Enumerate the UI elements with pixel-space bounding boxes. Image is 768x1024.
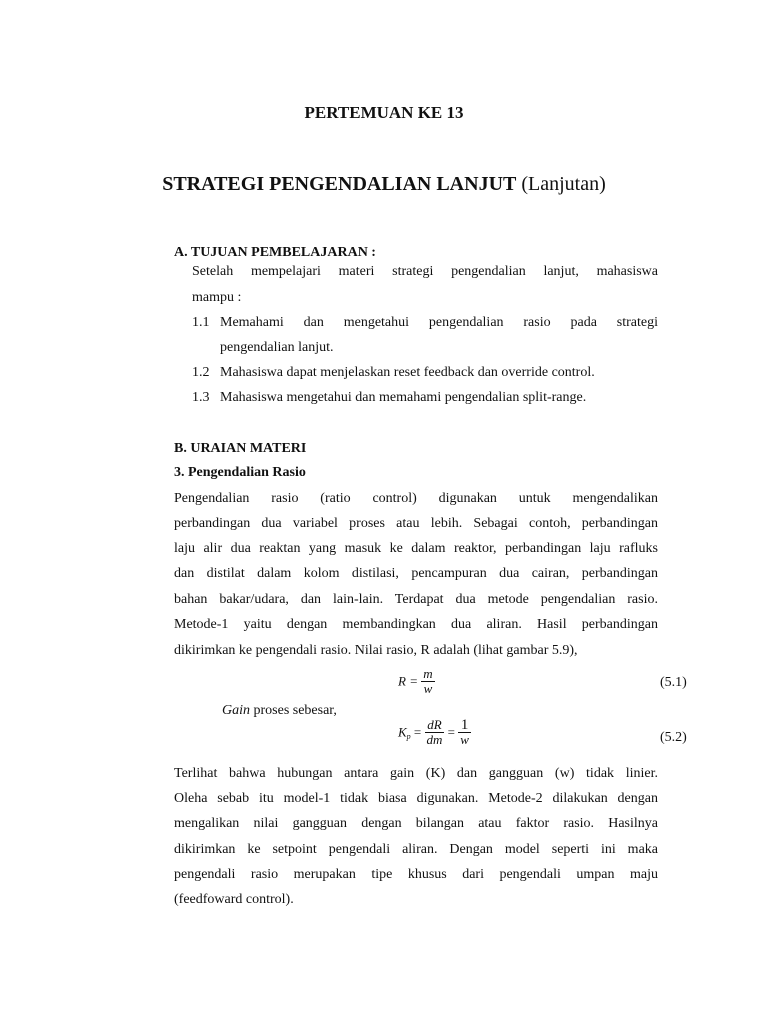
eq2-k: K <box>398 724 407 740</box>
section-a-heading: A. TUJUAN PEMBELAJARAN : <box>174 245 376 260</box>
paragraph-line: pengendali rasio merupakan tipe khusus dari pengendali umpan maju <box>174 867 658 882</box>
paragraph-line: Pengendalian rasio (ratio control) digunakan untuk mengendalikan <box>174 491 658 506</box>
equation-5-2 <box>398 718 471 747</box>
objective-number: 1.1 <box>192 315 210 330</box>
meeting-heading: PERTEMUAN KE 13 <box>304 103 464 122</box>
gain-label-italic: Gain <box>222 703 250 718</box>
equation-number: (5.1) <box>660 675 687 690</box>
objective-item: Mahasiswa dapat menjelaskan reset feedback dan override control. <box>220 365 595 380</box>
section-b-heading: B. URAIAN MATERI <box>174 441 307 456</box>
equation-number: (5.2) <box>660 730 687 745</box>
page-title <box>0 173 768 196</box>
section-a-intro-line1: Setelah mempelajari materi strategi pengendalian lanjut, mahasiswa <box>192 264 658 279</box>
gain-label <box>222 703 337 719</box>
paragraph-line: dikirimkan ke setpoint pengendali aliran. Dengan model seperti ini maka <box>174 842 658 857</box>
paragraph-line: mengalikan nilai gangguan dengan bilangan atau faktor rasio. Hasilnya <box>174 816 658 831</box>
eq1-numerator: m <box>423 666 433 681</box>
objective-item-cont: pengendalian lanjut. <box>220 340 334 355</box>
eq2-fraction-2 <box>458 718 471 747</box>
paragraph-line: Oleha sebab itu model-1 tidak biasa digunakan. Metode-2 dilakukan dengan <box>174 791 658 806</box>
eq2-numerator: dR <box>425 718 445 733</box>
eq2-subscript: p <box>406 732 411 742</box>
paragraph-line: perbandingan dua variabel proses atau lebih. Sebagai contoh, perbandingan <box>174 516 658 531</box>
eq1-fraction <box>421 667 434 696</box>
eq2-denominator: dm <box>426 732 443 747</box>
objective-number: 1.3 <box>192 390 210 405</box>
paragraph-line: dan distilat dalam kolom distilasi, pencampuran dua cairan, perbandingan <box>174 566 658 581</box>
paragraph-line: bahan bakar/udara, dan lain-lain. Terdapat dua metode pengendalian rasio. <box>174 592 658 607</box>
eq2-denominator-2: w <box>460 732 469 747</box>
title-main: STRATEGI PENGENDALIAN LANJUT <box>162 173 517 195</box>
section-a-intro-line2: mampu : <box>192 290 242 305</box>
subsection-heading: 3. Pengendalian Rasio <box>174 465 306 480</box>
title-sub: (Lanjutan) <box>516 173 606 195</box>
equation-5-1 <box>398 667 435 696</box>
paragraph-line: laju alir dua reaktan yang masuk ke dalam reaktor, perbandingan laju rafluks <box>174 541 658 556</box>
eq1-lhs: R = <box>398 673 418 689</box>
objective-item: Mahasiswa mengetahui dan memahami pengendalian split-range. <box>220 390 587 405</box>
eq2-equals-2: = <box>447 724 455 740</box>
paragraph-line: Metode-1 yaitu dengan membandingkan dua aliran. Hasil perbandingan <box>174 617 658 632</box>
paragraph-line: (feedfoward control). <box>174 892 294 907</box>
objective-item: Memahami dan mengetahui pengendalian rasio pada strategi <box>220 315 658 330</box>
eq2-fraction <box>425 718 445 747</box>
gain-label-rest: proses sebesar, <box>250 703 337 718</box>
paragraph-line: Terlihat bahwa hubungan antara gain (K) dan gangguan (w) tidak linier. <box>174 766 658 781</box>
paragraph-line: dikirimkan ke pengendali rasio. Nilai rasio, R adalah (lihat gambar 5.9), <box>174 643 578 658</box>
eq2-equals: = <box>413 724 422 740</box>
eq2-numerator-2: 1 <box>458 718 471 733</box>
objective-number: 1.2 <box>192 365 210 380</box>
eq1-denominator: w <box>423 681 433 696</box>
